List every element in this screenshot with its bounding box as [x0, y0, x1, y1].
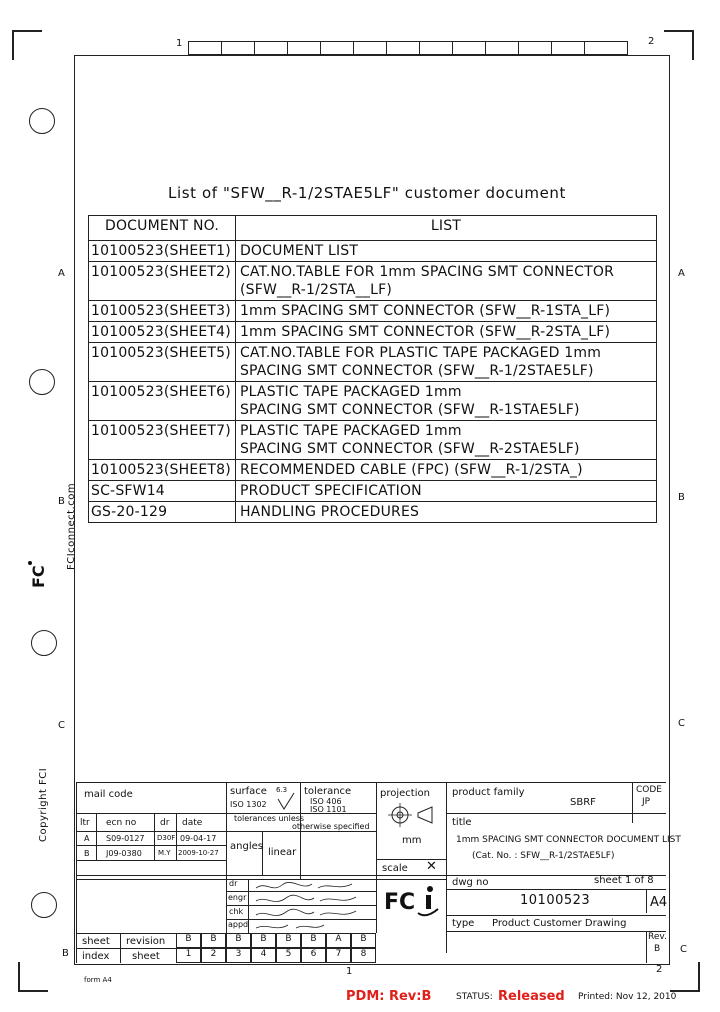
tb-hline — [446, 915, 666, 916]
title-line-2: (Cat. No. : SFW__R-1/2STAE5LF) — [472, 851, 615, 861]
tb-rev-col — [154, 813, 155, 861]
list-cell — [235, 322, 656, 343]
tb-divider — [632, 783, 633, 823]
list-cell — [235, 460, 656, 481]
revision-cell: B — [301, 933, 326, 948]
sheet-row-label-2: sheet — [132, 951, 160, 962]
tb-divider — [376, 783, 377, 933]
revision-cell: A — [326, 933, 351, 948]
product-family-label: product family — [452, 787, 525, 798]
list-cell — [235, 343, 656, 382]
table-row — [89, 343, 657, 382]
corner-mark-bl-h — [18, 990, 48, 992]
list-cell — [235, 301, 656, 322]
size-value: A4 — [650, 895, 668, 910]
document-no: 10100523(SHEET1) — [89, 241, 236, 262]
mail-code-label: mail code — [84, 789, 133, 800]
list-line: SPACING SMT CONNECTOR (SFW__R-1STAE5LF) — [239, 402, 580, 418]
tolerance-label: tolerance — [304, 786, 352, 797]
table-row — [89, 262, 657, 301]
tb-hline — [446, 813, 666, 814]
list-line: SPACING SMT CONNECTOR (SFW__R-1/2STAE5LF) — [239, 363, 594, 379]
document-no: GS-20-129 — [89, 502, 236, 523]
tb-hline — [76, 845, 226, 846]
rev-date: 09-04-17 — [180, 834, 217, 843]
ruler-tick — [452, 41, 453, 55]
list-line: (SFW__R-1/2STA__LF) — [239, 282, 392, 298]
index-cell: 3 — [226, 948, 251, 963]
ruler-tick — [320, 41, 321, 55]
document-no: 10100523(SHEET4) — [89, 322, 236, 343]
ruler-tick — [386, 41, 387, 55]
list-cell — [235, 421, 656, 460]
pdm-revision: PDM: Rev:B — [346, 989, 432, 1004]
corner-mark-br-v — [698, 962, 700, 992]
tb-hline — [76, 831, 226, 832]
svg-text:FC: FC — [29, 565, 48, 588]
fci-logo-icon — [382, 883, 442, 919]
code-label: CODE — [636, 785, 662, 795]
table-row — [89, 460, 657, 481]
ruler-tick — [254, 41, 255, 55]
row-label-left-b: B — [58, 496, 65, 507]
fci-logo-icon — [22, 560, 52, 590]
tb-divider — [646, 931, 647, 963]
document-title: List of "SFW__R-1/2STAE5LF" customer document — [168, 184, 567, 202]
list-line: DOCUMENT LIST — [239, 243, 359, 259]
revision-cell: B — [251, 933, 276, 948]
document-no: 10100523(SHEET7) — [89, 421, 236, 460]
corner-mark-tr-v — [692, 30, 694, 60]
corner-mark-tl-v — [12, 30, 14, 60]
index-cell: 1 — [176, 948, 201, 963]
list-cell — [235, 262, 656, 301]
printed-date: Printed: Nov 12, 2010 — [578, 992, 677, 1002]
surface-iso: ISO 1302 — [230, 800, 267, 809]
code-value: JP — [642, 797, 651, 807]
title-label: title — [452, 817, 472, 828]
dwg-no-value: 10100523 — [520, 893, 591, 908]
dwg-no-label: dwg no — [452, 877, 489, 888]
tb-divider — [262, 831, 263, 875]
zone-label-bottom-1: 1 — [346, 966, 353, 977]
tb-hline — [76, 860, 226, 861]
list-line: CAT.NO.TABLE FOR PLASTIC TAPE PACKAGED 1mm — [239, 345, 602, 361]
tb-divider — [76, 783, 77, 963]
index-cell: 6 — [301, 948, 326, 963]
ruler-tick — [551, 41, 552, 55]
list-cell — [235, 502, 656, 523]
zone-label-bottom-2: 2 — [656, 964, 663, 975]
index-cell: 7 — [326, 948, 351, 963]
table-row — [89, 481, 657, 502]
svg-text:FC: FC — [384, 890, 416, 915]
ruler-tick — [584, 41, 585, 55]
side-website: FCIconnect.com — [66, 482, 77, 570]
table-row — [89, 421, 657, 460]
zone-label-top-1: 1 — [176, 38, 183, 49]
angles-label: angles — [230, 841, 263, 852]
ruler-tick — [221, 41, 222, 55]
list-cell — [235, 382, 656, 421]
revision-cell: B — [176, 933, 201, 948]
revision-cell: B — [276, 933, 301, 948]
tb-hline — [226, 875, 376, 876]
ruler-tick — [419, 41, 420, 55]
rev-date: 2009-10-27 — [178, 849, 219, 857]
ruler-tick — [287, 41, 288, 55]
ruler-tick — [353, 41, 354, 55]
title-block — [76, 782, 681, 963]
list-cell — [235, 481, 656, 502]
tb-hline — [226, 831, 376, 832]
rev-header-ltr: ltr — [80, 818, 90, 828]
fci-logo — [382, 883, 442, 919]
tb-hline — [446, 889, 666, 890]
revision-cell: B — [351, 933, 376, 948]
sheet-of-label: sheet 1 of 8 — [594, 875, 654, 886]
rev-header-dr: dr — [160, 818, 170, 828]
binder-hole — [29, 108, 55, 134]
table-header-row — [89, 216, 657, 241]
status-value: Released — [498, 989, 565, 1004]
list-line: 1mm SPACING SMT CONNECTOR (SFW__R-2STA_LF) — [239, 324, 611, 340]
rev-ltr: A — [84, 834, 90, 843]
row-label-left-bottom: B — [62, 948, 69, 959]
tb-divider — [248, 879, 249, 933]
tb-hline — [446, 931, 666, 932]
revision-cell: B — [201, 933, 226, 948]
document-no: 10100523(SHEET5) — [89, 343, 236, 382]
binder-hole — [31, 892, 57, 918]
linear-label: linear — [268, 847, 297, 858]
table-row — [89, 322, 657, 343]
index-cell: 5 — [276, 948, 301, 963]
tb-rev-col — [176, 813, 177, 861]
header-document-no: DOCUMENT NO. — [89, 216, 236, 241]
form-label: form A4 — [84, 976, 112, 984]
table-row — [89, 502, 657, 523]
index-row-label: index — [82, 951, 110, 962]
surface-check-icon — [276, 791, 296, 811]
tb-divider — [446, 783, 447, 953]
row-label-right-c: C — [678, 718, 685, 729]
tolerance-note-2: otherwise specified — [292, 822, 370, 831]
rev-header-ecn: ecn no — [106, 818, 137, 828]
row-label-right-b: B — [678, 492, 685, 503]
rev-dr: M.Y — [158, 849, 171, 857]
type-value: Product Customer Drawing — [492, 918, 627, 929]
table-row — [89, 382, 657, 421]
title-line-1: 1mm SPACING SMT CONNECTOR DOCUMENT LIST — [456, 835, 681, 845]
status-label: STATUS: — [456, 992, 493, 1002]
index-cell: 4 — [251, 948, 276, 963]
rev-header-date: date — [182, 818, 203, 828]
fci-side-logo — [22, 560, 52, 590]
revision-cell: B — [226, 933, 251, 948]
binder-hole — [29, 369, 55, 395]
zone-label-top-2: 2 — [648, 36, 655, 47]
document-list-table — [88, 215, 657, 523]
list-line: PLASTIC TAPE PACKAGED 1mm — [239, 423, 462, 439]
list-line: SPACING SMT CONNECTOR (SFW__R-2STAE5LF) — [239, 441, 580, 457]
first-angle-projection-icon — [388, 803, 438, 827]
list-line: 1mm SPACING SMT CONNECTOR (SFW__R-1STA_LF) — [239, 303, 611, 319]
list-line: HANDLING PROCEDURES — [239, 504, 420, 520]
ruler-tick — [485, 41, 486, 55]
sign-label-dr: dr — [229, 879, 238, 888]
tolerance-note-1: tolerances unless — [234, 814, 305, 823]
document-no: 10100523(SHEET2) — [89, 262, 236, 301]
corner-mark-tl-h — [12, 30, 42, 32]
document-no: 10100523(SHEET3) — [89, 301, 236, 322]
list-cell — [235, 241, 656, 262]
tb-rev-col — [96, 813, 97, 861]
document-no: 10100523(SHEET8) — [89, 460, 236, 481]
tb-divider — [646, 889, 647, 913]
surface-label: surface — [230, 786, 267, 797]
row-label-left-c: C — [58, 720, 65, 731]
type-label: type — [452, 918, 475, 929]
header-list: LIST — [235, 216, 656, 241]
rev-ecn: S09-0127 — [106, 834, 145, 843]
row-label-right-bottom: C — [680, 944, 687, 955]
rev-label: Rev. — [648, 932, 667, 942]
table-row — [89, 301, 657, 322]
corner-mark-bl-v — [18, 962, 20, 992]
index-cell: 8 — [351, 948, 376, 963]
projection-label: projection — [380, 788, 430, 799]
list-line: RECOMMENDED CABLE (FPC) (SFW__R-1/2STA_) — [239, 462, 583, 478]
index-cell: 2 — [201, 948, 226, 963]
tolerance-iso-1: ISO 406 — [310, 797, 342, 806]
rev-ecn: J09-0380 — [106, 849, 142, 858]
unit-mm: mm — [402, 835, 422, 846]
scale-label: scale — [382, 863, 408, 874]
row-label-right-a: A — [678, 268, 685, 279]
binder-hole — [31, 630, 57, 656]
surface-value: 6.3 — [276, 786, 288, 794]
row-label-left-a: A — [58, 268, 65, 279]
sign-label-chk: chk — [229, 907, 244, 916]
surface-finish-symbol — [276, 791, 296, 811]
tb-divider — [120, 933, 121, 963]
signature-scribbles — [252, 879, 372, 933]
tolerance-iso-2: ISO 1101 — [310, 805, 347, 814]
list-line: PRODUCT SPECIFICATION — [239, 483, 422, 499]
sheet-row-label: sheet — [82, 936, 110, 947]
scale-symbol-icon: ✕ — [426, 859, 437, 874]
revision-row-label: revision — [126, 936, 166, 947]
side-copyright: Copyright FCI — [38, 767, 49, 842]
projection-symbol — [388, 803, 438, 827]
rev-dr: D30F — [157, 834, 176, 842]
document-no: SC-SFW14 — [89, 481, 236, 502]
list-line: PLASTIC TAPE PACKAGED 1mm — [239, 384, 462, 400]
document-no: 10100523(SHEET6) — [89, 382, 236, 421]
sign-label-appd: appd — [228, 920, 249, 929]
rev-ltr: B — [84, 849, 90, 858]
tb-divider — [226, 879, 227, 933]
product-family-value: SBRF — [570, 797, 596, 808]
table-row — [89, 241, 657, 262]
list-line: CAT.NO.TABLE FOR 1mm SPACING SMT CONNECTOR — [239, 264, 615, 280]
corner-mark-tr-h — [664, 30, 694, 32]
sign-label-engr: engr — [228, 893, 247, 902]
rev-value: B — [654, 944, 661, 954]
ruler-tick — [518, 41, 519, 55]
